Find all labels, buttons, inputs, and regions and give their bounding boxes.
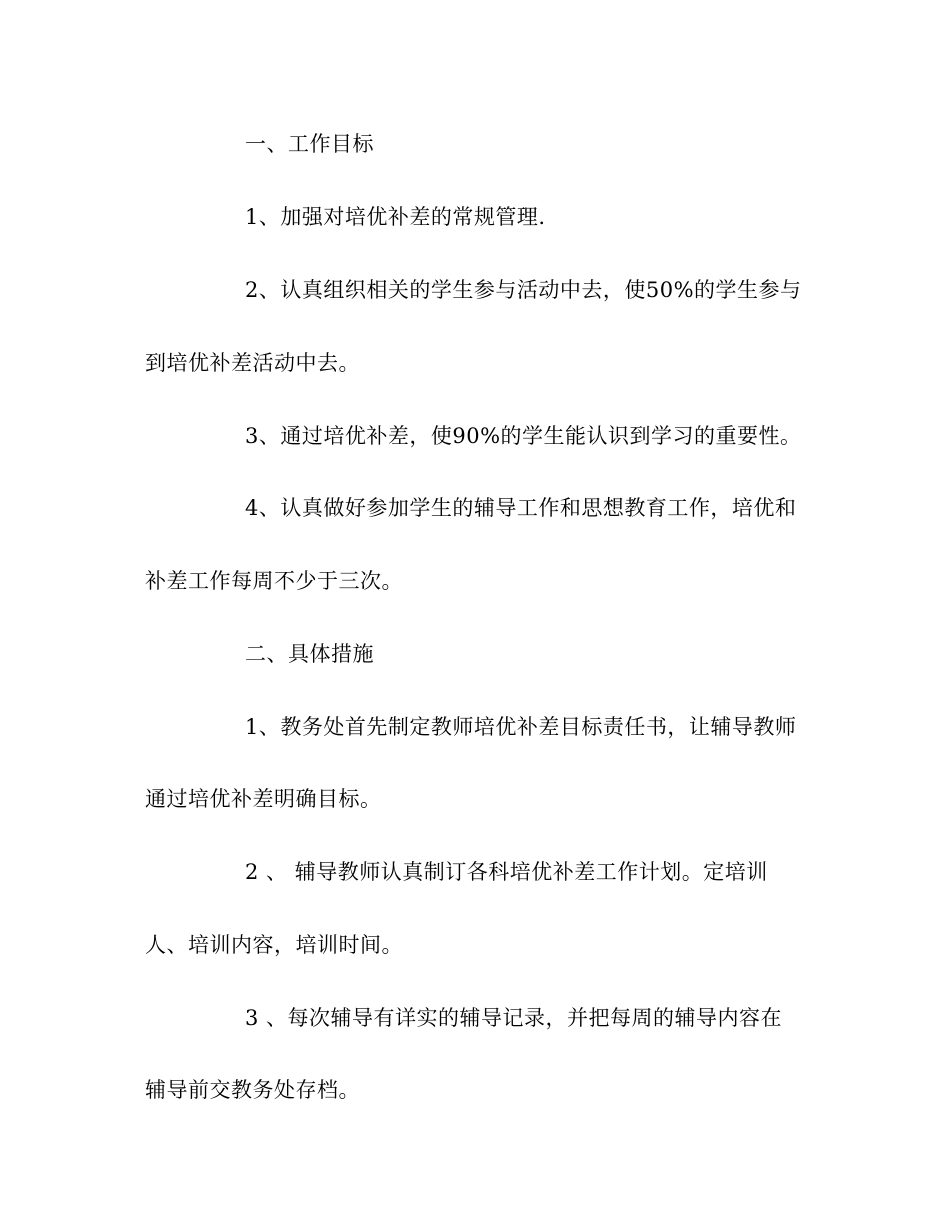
measure-item-3-line-1: 3 、每次辅导有详实的辅导记录，并把每周的辅导内容在 bbox=[245, 1006, 783, 1030]
measure-item-2-line-1: 2 、 辅导教师认真制订各科培优补差工作计划。定培训 bbox=[245, 860, 768, 884]
goal-item-4-line-2: 补差工作每周不少于三次。 bbox=[145, 569, 403, 593]
heading-work-goals: 一、工作目标 bbox=[245, 132, 374, 156]
goal-item-3: 3、通过培优补差，使90%的学生能认识到学习的重要性。 bbox=[245, 424, 802, 448]
measure-item-3-line-2: 辅导前交教务处存档。 bbox=[145, 1078, 360, 1102]
measure-item-1-line-1: 1、教务处首先制定教师培优补差目标责任书，让辅导教师 bbox=[245, 715, 797, 739]
measure-item-2-line-2: 人、培训内容，培训时间。 bbox=[145, 933, 403, 957]
goal-item-1: 1、加强对培优补差的常规管理. bbox=[245, 205, 546, 229]
goal-item-2-line-2: 到培优补差活动中去。 bbox=[145, 351, 360, 375]
goal-item-4-line-1: 4、认真做好参加学生的辅导工作和思想教育工作，培优和 bbox=[245, 496, 797, 520]
goal-item-2-line-1: 2、认真组织相关的学生参与活动中去，使50%的学生参与 bbox=[245, 278, 802, 302]
heading-specific-measures: 二、具体措施 bbox=[245, 642, 374, 666]
measure-item-1-line-2: 通过培优补差明确目标。 bbox=[145, 787, 382, 811]
